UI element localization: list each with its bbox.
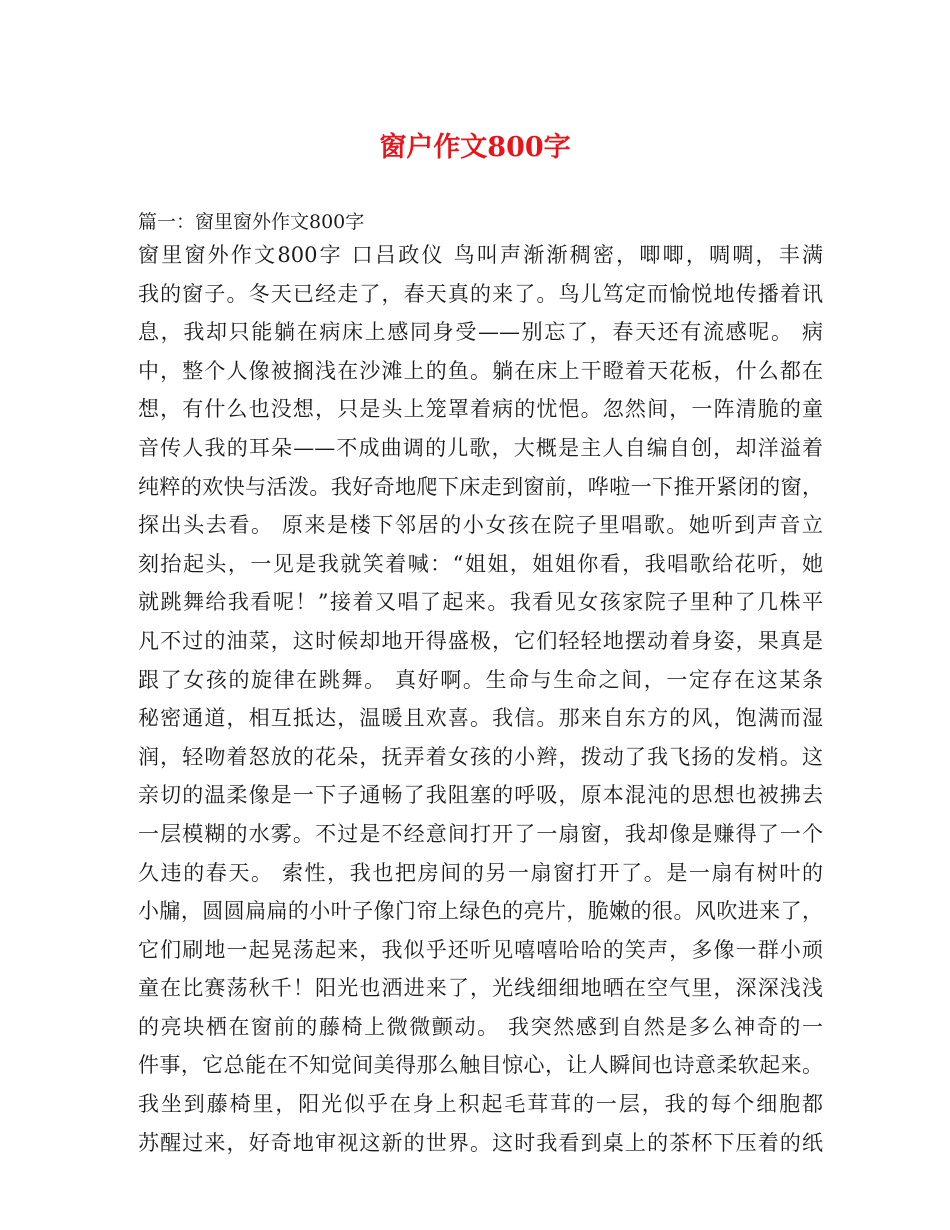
body-line: 中，整个人像被搁浅在沙滩上的鱼。躺在床上干瞪着天花板，什么都在 — [138, 358, 823, 383]
body-line: 窗里窗外作文800字 口吕政仪 鸟叫声渐渐稠密，唧唧，啁啁，丰满 — [138, 243, 823, 267]
body-line: 息，我却只能躺在病床上感同身受——别忘了，春天还有流感呢。 病 — [138, 320, 823, 345]
body-line: 我的窗子。冬天已经走了，春天真的来了。鸟儿笃定而愉悦地传播着讯 — [138, 281, 823, 306]
body-line: 的亮块栖在窗前的藤椅上微微颤动。 我突然感到自然是多么神奇的一 — [138, 1014, 823, 1039]
body-line: 跟了女孩的旋律在跳舞。 真好啊。生命与生命之间，一定存在这某条 — [138, 667, 823, 692]
body-line: 小牖，圆圆扁扁的小叶子像门帘上绿色的亮片，脆嫩的很。风吹进来了， — [138, 899, 823, 924]
body-line: 润，轻吻着怒放的花朵，抚弄着女孩的小辫，拨动了我飞扬的发梢。这 — [138, 744, 823, 769]
section-heading: 篇一：窗里窗外作文800字 — [138, 211, 365, 233]
body-line: 苏醒过来，好奇地审视这新的世界。这时我看到桌上的茶杯下压着的纸 — [138, 1130, 823, 1155]
body-line: 想，有什么也没想，只是头上笼罩着病的忧悒。忽然间，一阵清脆的童 — [138, 397, 823, 422]
body-line: 秘密通道，相互抵达，温暖且欢喜。我信。那来自东方的风，饱满而湿 — [138, 706, 823, 731]
document-title: 窗户作文800字 — [379, 132, 571, 163]
body-line: 纯粹的欢快与活泼。我好奇地爬下床走到窗前，哗啦一下推开紧闭的窗， — [138, 474, 823, 499]
body-line: 件事，它总能在不知觉间美得那么触目惊心，让人瞬间也诗意柔软起来。 — [138, 1053, 823, 1078]
body-line: 就跳舞给我看呢！”接着又唱了起来。我看见女孩家院子里种了几株平 — [138, 590, 823, 615]
body-line: 它们刷地一起晃荡起来，我似乎还听见嘻嘻哈哈的笑声，多像一群小顽 — [138, 937, 823, 962]
body-line: 亲切的温柔像是一下子通畅了我阻塞的呼吸，原本混沌的思想也被拂去 — [138, 783, 823, 808]
body-line: 我坐到藤椅里，阳光似乎在身上积起毛茸茸的一层，我的每个细胞都 — [138, 1092, 823, 1117]
body-line: 童在比赛荡秋千！阳光也洒进来了，光线细细地晒在空气里，深深浅浅 — [138, 976, 823, 1001]
body-text — [138, 236, 823, 1162]
body-line: 一层模糊的水雾。不过是不经意间打开了一扇窗，我却像是赚得了一个 — [138, 821, 823, 846]
body-line: 探出头去看。 原来是楼下邻居的小女孩在院子里唱歌。她听到声音立 — [138, 513, 823, 538]
body-line: 久违的春天。 索性，我也把房间的另一扇窗打开了。是一扇有树叶的 — [138, 860, 823, 885]
body-line: 音传人我的耳朵——不成曲调的儿歌，大概是主人自编自创，却洋溢着 — [138, 435, 823, 460]
body-line: 凡不过的油菜，这时候却地开得盛极，它们轻轻地摆动着身姿，果真是 — [138, 628, 823, 653]
body-line: 刻抬起头，一见是我就笑着喊：“姐姐，姐姐你看，我唱歌给花听，她 — [138, 551, 823, 576]
